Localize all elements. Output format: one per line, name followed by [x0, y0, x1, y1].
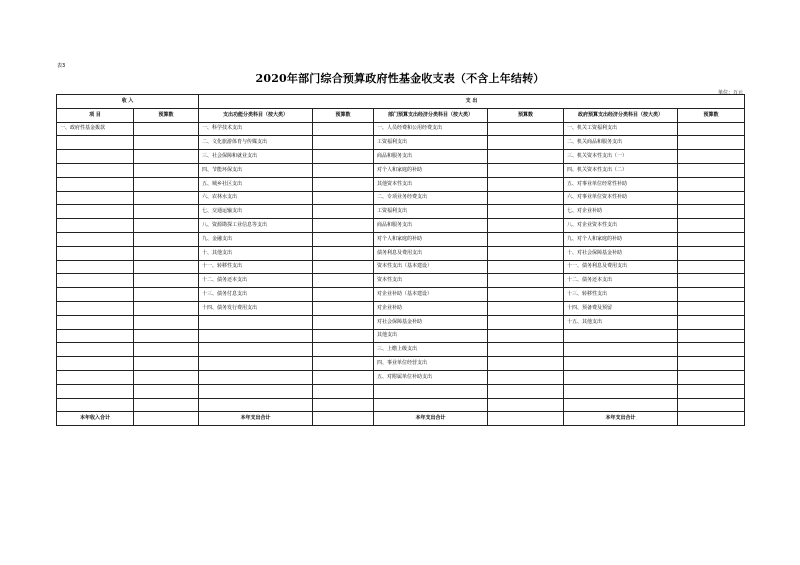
dept-econ-item-cell: 三、上缴上级支出 [374, 343, 488, 357]
func-item-cell: 十四、债务发行费用支出 [199, 301, 313, 315]
budget-amount-cell [488, 177, 564, 191]
gov-econ-item-cell: 三、机关资本性支出（一） [564, 150, 678, 164]
budget-amount-cell [134, 191, 199, 205]
func-item-cell: 六、农林水支出 [199, 191, 313, 205]
budget-amount-cell [313, 357, 374, 371]
income-item-cell [57, 136, 134, 150]
func-item-cell: 十、其他支出 [199, 246, 313, 260]
budget-amount-cell [313, 260, 374, 274]
budget-amount-cell [313, 191, 374, 205]
gov-econ-item-cell [564, 398, 678, 412]
income-item-cell [57, 246, 134, 260]
func-item-cell [199, 370, 313, 384]
budget-amount-cell [678, 343, 745, 357]
budget-amount-cell [313, 205, 374, 219]
budget-amount-cell [313, 329, 374, 343]
dept-econ-item-cell: 四、事业单位经营支出 [374, 357, 488, 371]
dept-econ-item-cell: 一、人员经费和公用经费支出 [374, 122, 488, 136]
budget-amount-cell [678, 150, 745, 164]
gov-econ-item-cell [564, 370, 678, 384]
budget-amount-cell [313, 398, 374, 412]
income-item-cell [57, 370, 134, 384]
budget-amount-cell [488, 315, 564, 329]
budget-amount-cell [134, 177, 199, 191]
budget-amount-cell [488, 191, 564, 205]
budget-amount-cell [488, 384, 564, 398]
budget-amount-cell [488, 246, 564, 260]
func-item-cell: 十二、债务还本支出 [199, 274, 313, 288]
budget-amount-cell [488, 329, 564, 343]
budget-amount-cell [678, 260, 745, 274]
col-header-budget: 预算数 [678, 108, 745, 122]
gov-econ-item-cell [564, 384, 678, 398]
budget-amount-cell [488, 150, 564, 164]
budget-amount-cell [134, 357, 199, 371]
table-row [57, 288, 745, 302]
gov-econ-item-cell: 五、对事业单位经常性补助 [564, 177, 678, 191]
budget-amount-cell [134, 122, 199, 136]
budget-amount-cell [134, 150, 199, 164]
budget-amount-cell [488, 288, 564, 302]
table-row [57, 384, 745, 398]
budget-amount-cell [678, 274, 745, 288]
budget-amount-cell [488, 370, 564, 384]
dept-econ-item-cell: 工资福利支出 [374, 205, 488, 219]
budget-amount-cell [678, 288, 745, 302]
budget-amount-cell [678, 246, 745, 260]
dept-econ-item-cell: 商品和服务支出 [374, 150, 488, 164]
budget-amount-cell [313, 163, 374, 177]
budget-amount-cell [678, 412, 745, 426]
income-item-cell [57, 219, 134, 233]
budget-amount-cell [488, 357, 564, 371]
income-total-label: 本年收入合计 [57, 412, 134, 426]
budget-amount-cell [313, 301, 374, 315]
budget-amount-cell [313, 177, 374, 191]
table-row [57, 398, 745, 412]
budget-amount-cell [134, 412, 199, 426]
income-item-cell [57, 163, 134, 177]
gov-econ-item-cell: 十二、债务还本支出 [564, 274, 678, 288]
gov-econ-item-cell: 六、对事业单位资本性补助 [564, 191, 678, 205]
table-row [57, 357, 745, 371]
dept-econ-item-cell: 商品和服务支出 [374, 219, 488, 233]
gov-econ-item-cell: 九、对个人和家庭的补助 [564, 232, 678, 246]
func-item-cell: 七、交通运输支出 [199, 205, 313, 219]
gov-econ-item-cell: 四、机关资本性支出（二） [564, 163, 678, 177]
func-item-cell: 四、节能环保支出 [199, 163, 313, 177]
dept-econ-item-cell [374, 384, 488, 398]
expense-group-header: 支 出 [199, 95, 745, 109]
budget-amount-cell [678, 122, 745, 136]
expense-total-label: 本年支出合计 [199, 412, 313, 426]
table-row [57, 136, 745, 150]
budget-amount-cell [488, 122, 564, 136]
income-item-cell [57, 260, 134, 274]
gov-econ-item-cell: 十五、其他支出 [564, 315, 678, 329]
budget-amount-cell [678, 163, 745, 177]
income-item-cell [57, 329, 134, 343]
table-row [57, 122, 745, 136]
income-item-cell [57, 398, 134, 412]
gov-econ-item-cell [564, 329, 678, 343]
func-item-cell [199, 315, 313, 329]
budget-amount-cell [134, 274, 199, 288]
table-row [57, 246, 745, 260]
budget-amount-cell [488, 398, 564, 412]
budget-amount-cell [678, 398, 745, 412]
expense-total-label: 本年支出合计 [374, 412, 488, 426]
income-item-cell [57, 177, 134, 191]
budget-amount-cell [134, 260, 199, 274]
table-row [57, 260, 745, 274]
budget-amount-cell [488, 343, 564, 357]
table-row [57, 191, 745, 205]
dept-econ-item-cell: 二、专项业务经费支出 [374, 191, 488, 205]
budget-amount-cell [313, 246, 374, 260]
budget-amount-cell [678, 315, 745, 329]
budget-amount-cell [313, 370, 374, 384]
gov-econ-item-cell: 二、机关商品和服务支出 [564, 136, 678, 150]
budget-amount-cell [678, 370, 745, 384]
budget-amount-cell [134, 370, 199, 384]
budget-amount-cell [313, 122, 374, 136]
income-item-cell [57, 315, 134, 329]
col-header-item: 项 目 [57, 108, 134, 122]
budget-amount-cell [134, 232, 199, 246]
dept-econ-item-cell: 债务利息及费用支出 [374, 246, 488, 260]
table-row [57, 301, 745, 315]
col-header-gov-econ: 政府预算支出经济分类科目（按大类） [564, 108, 678, 122]
income-item-cell [57, 384, 134, 398]
budget-amount-cell [678, 191, 745, 205]
budget-amount-cell [488, 163, 564, 177]
income-item-cell [57, 274, 134, 288]
income-item-cell [57, 150, 134, 164]
table-row [57, 315, 745, 329]
func-item-cell [199, 384, 313, 398]
gov-econ-item-cell: 一、机关工资福利支出 [564, 122, 678, 136]
income-item-cell [57, 205, 134, 219]
func-item-cell: 二、文化旅游体育与传媒支出 [199, 136, 313, 150]
gov-econ-item-cell [564, 343, 678, 357]
dept-econ-item-cell: 对个人和家庭的补助 [374, 232, 488, 246]
table-row [57, 232, 745, 246]
col-header-dept-econ: 部门预算支出经济分类科目（按大类） [374, 108, 488, 122]
budget-amount-cell [313, 315, 374, 329]
func-item-cell: 八、资源勘探工业信息等支出 [199, 219, 313, 233]
budget-amount-cell [488, 232, 564, 246]
document-title: 2020年部门综合预算政府性基金收支表（不含上年结转） [255, 72, 545, 85]
budget-amount-cell [313, 384, 374, 398]
table-row [57, 274, 745, 288]
budget-amount-cell [134, 288, 199, 302]
budget-amount-cell [678, 329, 745, 343]
table-row [57, 150, 745, 164]
table-number: 表3 [57, 63, 66, 69]
budget-amount-cell [134, 343, 199, 357]
group-header-row [57, 95, 745, 109]
dept-econ-item-cell: 对个人和家庭的补助 [374, 163, 488, 177]
income-item-cell [57, 343, 134, 357]
budget-amount-cell [313, 219, 374, 233]
func-item-cell: 五、城乡社区支出 [199, 177, 313, 191]
budget-amount-cell [488, 136, 564, 150]
gov-econ-item-cell: 十四、预备费及预留 [564, 301, 678, 315]
budget-amount-cell [678, 177, 745, 191]
gov-econ-item-cell: 八、对企业资本性支出 [564, 219, 678, 233]
budget-amount-cell [134, 163, 199, 177]
income-item-cell [57, 191, 134, 205]
func-item-cell [199, 343, 313, 357]
income-item-cell [57, 288, 134, 302]
budget-amount-cell [488, 260, 564, 274]
table-row [57, 343, 745, 357]
func-item-cell: 一、科学技术支出 [199, 122, 313, 136]
budget-amount-cell [488, 274, 564, 288]
table-row [57, 163, 745, 177]
dept-econ-item-cell: 对企业补助（基本建设） [374, 288, 488, 302]
dept-econ-item-cell: 工资福利支出 [374, 136, 488, 150]
budget-amount-cell [678, 384, 745, 398]
func-item-cell: 十一、转移性支出 [199, 260, 313, 274]
budget-amount-cell [678, 357, 745, 371]
dept-econ-item-cell: 资本性支出 [374, 274, 488, 288]
dept-econ-item-cell: 其他支出 [374, 329, 488, 343]
col-header-budget: 预算数 [313, 108, 374, 122]
budget-amount-cell [134, 301, 199, 315]
budget-amount-cell [134, 246, 199, 260]
dept-econ-item-cell: 其他资本性支出 [374, 177, 488, 191]
dept-econ-item-cell [374, 398, 488, 412]
expense-total-label: 本年支出合计 [564, 412, 678, 426]
income-item-cell: 一、政府性基金拨款 [57, 122, 134, 136]
col-header-budget: 预算数 [134, 108, 199, 122]
gov-econ-item-cell: 十一、债务利息及费用支出 [564, 260, 678, 274]
dept-econ-item-cell: 对社会保障基金补助 [374, 315, 488, 329]
gov-econ-item-cell: 七、对企业补助 [564, 205, 678, 219]
table-row [57, 177, 745, 191]
budget-amount-cell [488, 412, 564, 426]
budget-table [56, 94, 745, 426]
func-item-cell [199, 357, 313, 371]
budget-amount-cell [313, 343, 374, 357]
unit-label: 单位：万元 [717, 90, 743, 96]
budget-amount-cell [134, 384, 199, 398]
budget-amount-cell [678, 301, 745, 315]
dept-econ-item-cell: 资本性支出（基本建设） [374, 260, 488, 274]
gov-econ-item-cell: 十三、转移性支出 [564, 288, 678, 302]
budget-amount-cell [134, 329, 199, 343]
budget-amount-cell [678, 205, 745, 219]
func-item-cell [199, 398, 313, 412]
budget-amount-cell [313, 150, 374, 164]
income-group-header: 收 入 [57, 95, 199, 109]
func-item-cell [199, 329, 313, 343]
func-item-cell: 三、社会保障和就业支出 [199, 150, 313, 164]
dept-econ-item-cell: 对企业补助 [374, 301, 488, 315]
col-header-func: 支出功能分类科目（按大类） [199, 108, 313, 122]
income-item-cell [57, 232, 134, 246]
budget-amount-cell [488, 301, 564, 315]
total-row [57, 412, 745, 426]
column-header-row [57, 108, 745, 122]
budget-amount-cell [313, 232, 374, 246]
income-item-cell [57, 301, 134, 315]
func-item-cell: 九、金融支出 [199, 232, 313, 246]
budget-amount-cell [313, 274, 374, 288]
budget-amount-cell [313, 412, 374, 426]
budget-amount-cell [678, 232, 745, 246]
table-row [57, 370, 745, 384]
budget-amount-cell [678, 136, 745, 150]
budget-amount-cell [313, 288, 374, 302]
income-item-cell [57, 357, 134, 371]
budget-amount-cell [134, 136, 199, 150]
table-row [57, 219, 745, 233]
func-item-cell: 十三、债务付息支出 [199, 288, 313, 302]
budget-amount-cell [134, 315, 199, 329]
table-row [57, 329, 745, 343]
budget-amount-cell [134, 219, 199, 233]
table-row [57, 205, 745, 219]
col-header-budget: 预算数 [488, 108, 564, 122]
budget-amount-cell [678, 219, 745, 233]
budget-amount-cell [488, 205, 564, 219]
budget-amount-cell [488, 219, 564, 233]
gov-econ-item-cell [564, 357, 678, 371]
gov-econ-item-cell: 十、对社会保障基金补助 [564, 246, 678, 260]
budget-amount-cell [134, 398, 199, 412]
budget-amount-cell [134, 205, 199, 219]
budget-amount-cell [313, 136, 374, 150]
dept-econ-item-cell: 五、对附属单位补助支出 [374, 370, 488, 384]
